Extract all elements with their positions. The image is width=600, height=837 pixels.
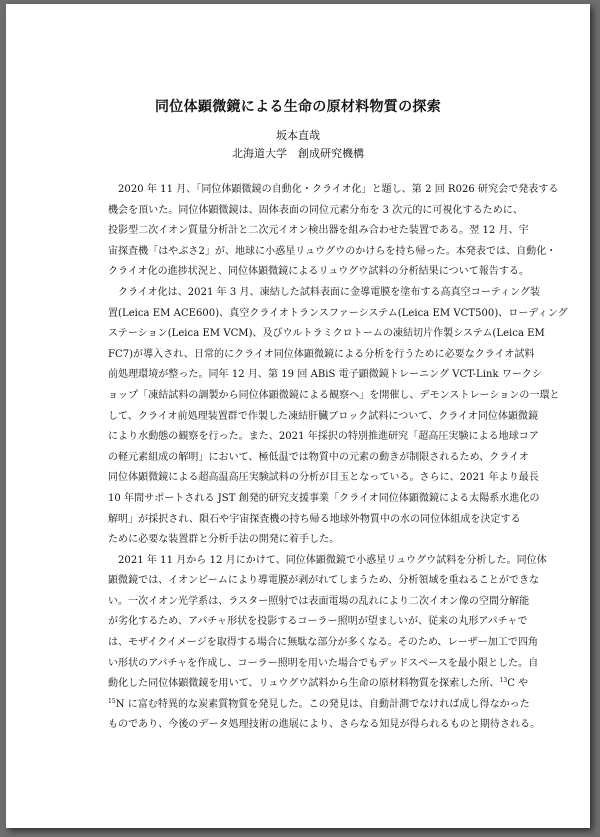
paragraph-line: 投影型二次イオン質量分析計と二次元イオン検出器を組み合わせた装置である。翌 12 月、宇 xyxy=(108,225,529,237)
paragraph-line: クライオ化の進捗状況と、同位体顕微鏡によるリュウグウ試料の分析結果について報告する。 xyxy=(108,266,529,278)
paragraph-line: ステーション(Leica EM VCM)、及びウルトラミクロトームの凍結切片作製システム(Leica EM xyxy=(108,328,545,340)
document-page xyxy=(6,4,590,828)
paragraph-line: により水動態の観察を行った。また、2021 年採択の特別推進研究「超高圧実験による地球コア xyxy=(108,431,539,443)
paragraph-line: 2020 年 11 月、「同位体顕微鏡の自動化・クライオ化」と題し、第 2 回 R026 研究会で発表する xyxy=(118,184,559,195)
paragraph-line: 顕微鏡では、イオンビームにより導電膜が剥がれてしまうため、分析領域を重ねることができな xyxy=(108,575,540,587)
paragraph-line: ョップ「凍結試料の調製から同位体顕微鏡による観察へ」を開催し、デモンストレーションの一環と xyxy=(108,389,560,401)
paragraph-line: の軽元素組成の解明」において、極低温では物質中の元素の動きが制限されるため、クライオ xyxy=(108,451,529,463)
paragraph-line: 同位体顕微鏡による超高温高圧実験試料の分析が目玉となっている。さらに、2021 年より最長 xyxy=(108,472,539,484)
paragraph xyxy=(108,283,568,551)
paragraph-line: ために必要な装置群と分析手法の開発に着手した。 xyxy=(108,534,340,546)
paragraph-line: い。一次イオン光学系は、ラスター照射では表面電場の乱れにより二次イオン像の空間分解能 xyxy=(108,595,530,607)
paragraph-line: 宙探査機「はやぶさ2」が、地球に小惑星リュウグウのかけらを持ち帰った。本発表では、自動化・ xyxy=(108,245,557,257)
paragraph-line: して、クライオ前処理装置群で作製した凍結肝臓ブロック試料について、クライオ同位体顕微鏡 xyxy=(108,410,539,422)
paragraph-line: 置(Leica EM ACE600)、真空クライオトランスファーシステム(Leica EM VCT500)、ローディング xyxy=(108,307,568,319)
paragraph-line: $^{15}$N に富む特異的な炭素質物質を発見した。この発見は、自動計測でなければ成し得なかった xyxy=(108,697,530,710)
paragraph-line: 10 年間サポートされる JST 創発的研究支援事業「クライオ同位体顕微鏡による太陽系水進化の xyxy=(108,492,540,504)
paragraph-line: 2021 年 11 月から 12 月にかけて、同位体顕微鏡で小惑星リュウグウ試料を分析した。同位体 xyxy=(118,554,547,566)
document-body xyxy=(108,180,568,736)
paragraph xyxy=(108,551,547,736)
paragraph-line: 前処理環境が整った。同年 12 月、第 19 回 ABiS 電子顕微鏡トレーニング VCT-Link ワークシ xyxy=(108,369,543,381)
document-title: 同位体顕微鏡による生命の原材料物質の探索 xyxy=(155,99,441,115)
paragraph-line: い形状のアパチャを作成し、コーラー照明を用いた場合でもデッドスペースを最小限とした。自 xyxy=(108,657,539,669)
paragraph xyxy=(108,180,559,283)
paragraph-line: が劣化するため、アパチャ形状を投影するコーラー照明が望ましいが、従来の丸形アパチャで xyxy=(108,616,528,628)
paragraph-line: クライオ化は、2021 年 3 月、凍結した試料表面に金導電膜を塗布する高真空コーティング装 xyxy=(118,286,541,298)
paragraph-line: FC7)が導入され、日常的にクライオ同位体顕微鏡による分析を行うために必要なクライオ試料 xyxy=(108,348,535,360)
paragraph-line: 解明」が採択され、隕石や宇宙探査機の持ち帰る地球外物質中の水の同位体組成を決定する xyxy=(108,513,521,525)
paragraph-line: ものであり、今後のデータ処理技術の進展により、さらなる知見が得られるものと期待される。 xyxy=(108,719,541,731)
paragraph-line: は、モザイクイメージを取得する場合に無駄な部分が多くなる。そのため、レーザー加工で四角 xyxy=(108,637,539,649)
paragraph-line: 機会を頂いた。同位体顕微鏡は、固体表面の同位元素分布を 3 次元的に可視化するために、 xyxy=(108,204,523,216)
author-name: 坂本直哉 xyxy=(276,129,320,142)
paragraph-line: 動化した同位体顕微鏡を用いて、リュウグウ試料から生命の原材料物質を探索した所、$^{13}$C や xyxy=(108,677,529,690)
author-affiliation: 北海道大学 創成研究機構 xyxy=(232,147,364,160)
